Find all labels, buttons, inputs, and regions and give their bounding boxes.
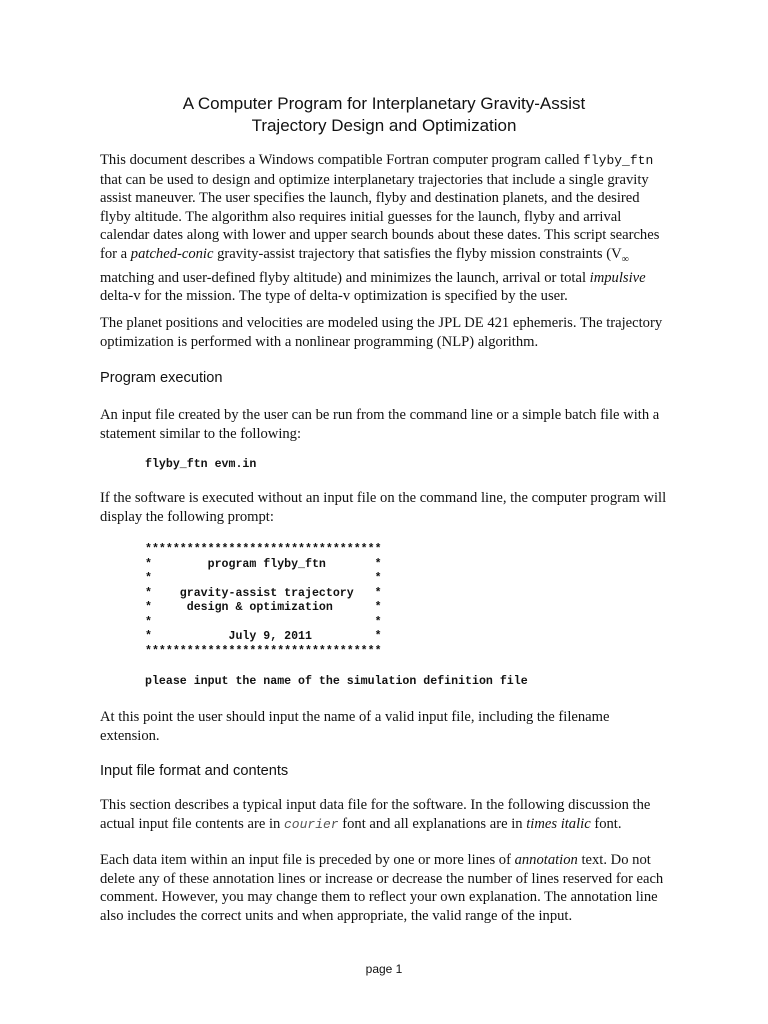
document-title-line-2: Trajectory Design and Optimization: [251, 116, 517, 135]
intro-paragraph: This document describes a Windows compatible Fortran computer program called flyby_ftn that can be used to design and optimize interplanetary trajectories that include a single gravity assist maneuver. The user specifies the launch, flyby and destination planets, and the desired flyby altitude. The algorithm also requires initial guesses for the launch, flyby and arrival calendar dates along with lower and upper search bounds about these dates. This script searches for a patched-conic gravity-assist trajectory that satisfies the flyby mission constraints ($V_\infty$ matching and user-defined flyby altitude) and minimizes the launch, arrival or total impulsive delta-v for the mission. The type of delta-v optimization is specified by the user.: [100, 152, 660, 305]
annotation-paragraph: Each data item within an input file is preceded by one or more lines of annotation text. Do not delete any of these annotation lines or increase or decrease the number of lines reserved for each comment. However, you may change them to reflect your own explanation. The annotation line also includes the correct units and when appropriate, the valid range of the input.: [100, 852, 664, 924]
execution-paragraph: An input file created by the user can be run from the command line or a simple batch file with a statement similar to the following:: [100, 407, 660, 442]
input-prompt-line: please input the name of the simulation definition file: [145, 675, 528, 688]
section-heading-input-file: Input file format and contents: [100, 763, 289, 779]
command-example: flyby_ftn evm.in: [145, 458, 257, 471]
input-file-paragraph: At this point the user should input the name of a valid input file, including the filename extension.: [100, 709, 610, 744]
program-banner: ********************************** * program flyby_ftn * * * * gravity-assist trajectory * * design & optimization * * * * July 9, 2011 * **********************************: [145, 543, 382, 658]
page-number: page 1: [365, 962, 403, 976]
ephemeris-paragraph: The planet positions and velocities are modeled using the JPL DE 421 ephemeris. The trajectory optimization is performed with a nonlinear programming (NLP) algorithm.: [100, 315, 663, 350]
format-paragraph: This section describes a typical input data file for the software. In the following discussion the actual input file contents are in courier font and all explanations are in times italic font.: [100, 797, 651, 832]
infinity-subscript: ∞: [621, 253, 629, 265]
program-name-code: flyby_ftn: [583, 153, 654, 168]
courier-sample: courier: [283, 816, 339, 832]
section-heading-program-execution: Program execution: [100, 370, 223, 386]
document-title-line-1: A Computer Program for Interplanetary Gravity-Assist: [182, 94, 586, 113]
prompt-intro-paragraph: If the software is executed without an input file on the command line, the computer program will display the following prompt:: [100, 490, 667, 525]
